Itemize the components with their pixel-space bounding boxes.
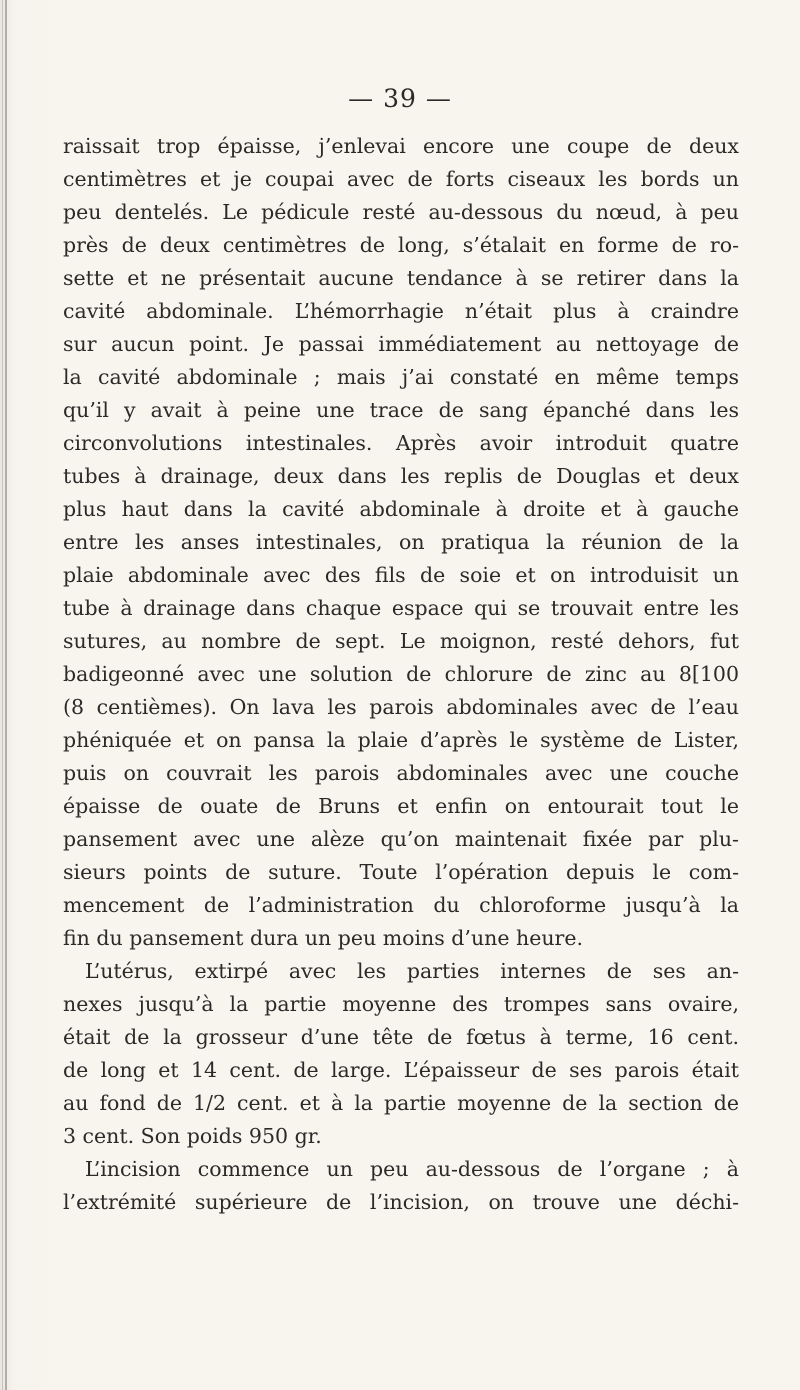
text-line: nexes jusqu’à la partie moyenne des trompes sans ovaire, <box>63 992 739 1016</box>
text-line: (8 centièmes). On lava les parois abdominales avec de l’eau <box>63 695 739 719</box>
text-line: était de la grosseur d’une tête de fœtus à terme, 16 cent. <box>63 1025 739 1049</box>
text-line: phéniquée et on pansa la plaie d’après le système de Lister, <box>63 728 739 752</box>
text-line: la cavité abdominale ; mais j’ai constaté en même temps <box>63 365 739 389</box>
text-line: plaie abdominale avec des fils de soie et on introduisit un <box>63 563 739 587</box>
text-line: épaisse de ouate de Bruns et enfin on entourait tout le <box>63 794 739 818</box>
text-line: l’extrémité supérieure de l’incision, on trouve une déchi- <box>63 1190 739 1214</box>
text-line: circonvolutions intestinales. Après avoir introduit quatre <box>63 431 739 455</box>
text-line: plus haut dans la cavité abdominale à droite et à gauche <box>63 497 739 521</box>
text-line: tube à drainage dans chaque espace qui se trouvait entre les <box>63 596 739 620</box>
text-line: peu dentelés. Le pédicule resté au-dessous du nœud, à peu <box>63 200 739 224</box>
text-line: fin du pansement dura un peu moins d’une heure. <box>63 926 583 950</box>
text-line: de long et 14 cent. de large. L’épaisseur de ses parois était <box>63 1058 739 1082</box>
text-line: pansement avec une alèze qu’on maintenait fixée par plu- <box>63 827 739 851</box>
binding-edge-shadow <box>5 0 7 1390</box>
text-line: tubes à drainage, deux dans les replis de Douglas et deux <box>63 464 739 488</box>
text-line: puis on couvrait les parois abdominales avec une couche <box>63 761 739 785</box>
text-line: centimètres et je coupai avec de forts ciseaux les bords un <box>63 167 739 191</box>
text-line: sur aucun point. Je passai immédiatement au nettoyage de <box>63 332 739 356</box>
text-line: 3 cent. Son poids 950 gr. <box>63 1124 322 1148</box>
text-line: sutures, au nombre de sept. Le moignon, resté dehors, fut <box>63 629 739 653</box>
paragraph-start-line: L’incision commence un peu au-dessous de l’organe ; à <box>85 1157 739 1181</box>
text-line: raissait trop épaisse, j’enlevai encore une coupe de deux <box>63 134 739 158</box>
text-line: entre les anses intestinales, on pratiqua la réunion de la <box>63 530 739 554</box>
paragraph-start-line: L’utérus, extirpé avec les parties internes de ses an- <box>85 959 739 983</box>
text-line: badigeonné avec une solution de chlorure de zinc au 8[100 <box>63 662 739 686</box>
binding-edge-line <box>2 0 3 1390</box>
text-line: au fond de 1/2 cent. et à la partie moyenne de la section de <box>63 1091 739 1115</box>
text-line: mencement de l’administration du chloroforme jusqu’à la <box>63 893 739 917</box>
body-text <box>63 130 739 1219</box>
page-number: — 39 — <box>348 84 452 113</box>
text-line: cavité abdominale. L’hémorrhagie n’était plus à craindre <box>63 299 739 323</box>
text-line: qu’il y avait à peine une trace de sang épanché dans les <box>63 398 739 422</box>
text-line: sieurs points de suture. Toute l’opération depuis le com- <box>63 860 739 884</box>
text-line: près de deux centimètres de long, s’étalait en forme de ro- <box>63 233 739 257</box>
text-line: sette et ne présentait aucune tendance à se retirer dans la <box>63 266 739 290</box>
